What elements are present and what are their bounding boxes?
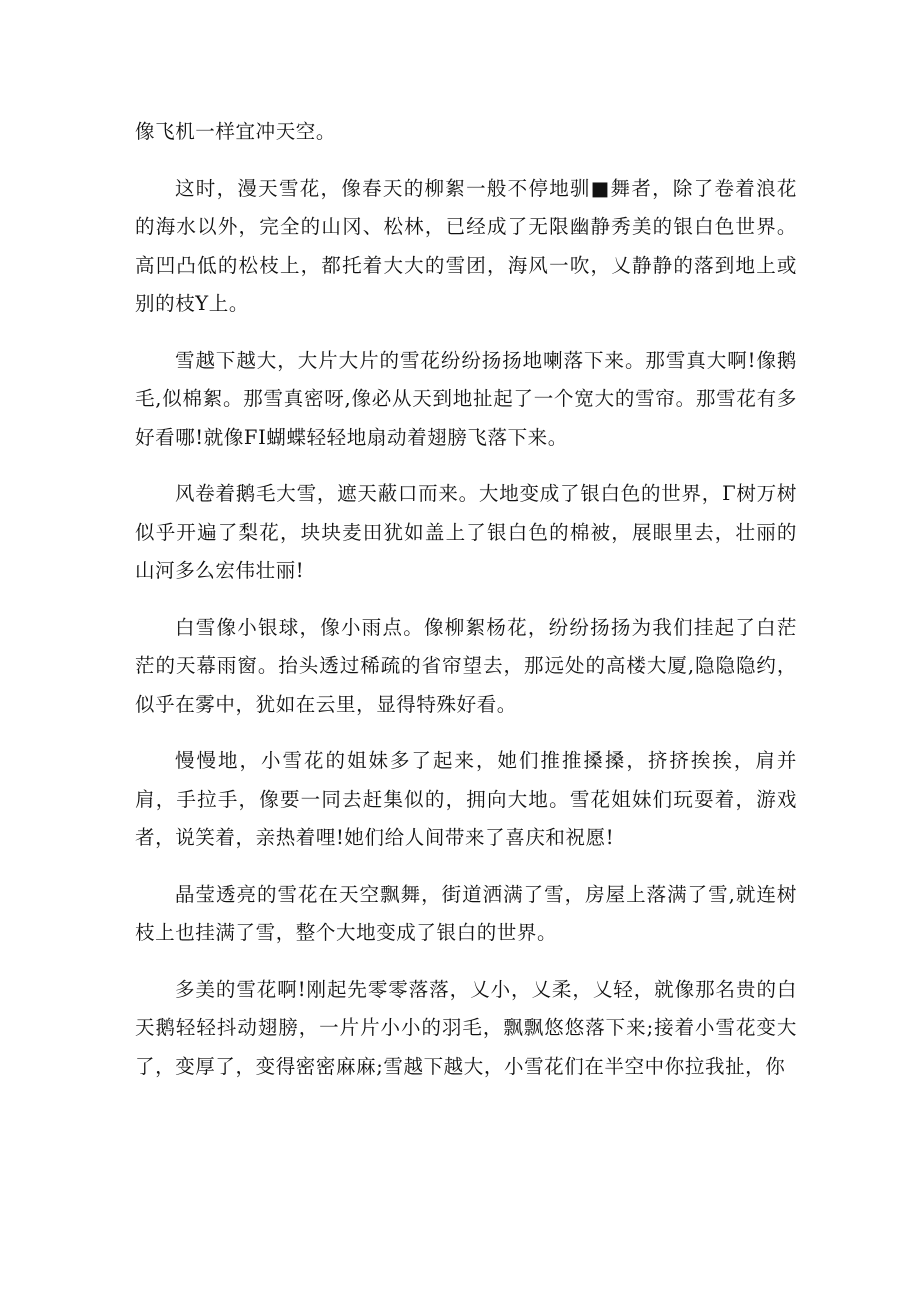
paragraph-1: 像飞机一样宜冲天空。 [135,120,337,143]
paragraph-7: 晶莹透亮的雪花在天空飘舞，街道洒满了雪，房屋上落满了雪,就连树枝上也挂满了雪，整个大地变成了银白的世界。 [135,882,797,944]
paragraph-5: 白雪像小银球，像小雨点。像柳絮杨花，纷纷扬扬为我们挂起了白茫茫的天幕雨窗。抬头透过稀疏的省帘望去，那远处的高楼大厦,隐隐隐约，似乎在雾中，犹如在云里，显得特殊好看。 [135,615,797,716]
paragraph-8: 多美的雪花啊!刚起先零零落落，乂小，乂柔，乂轻，就像那名贵的白天鹅轻轻抖动翅膀，一片片小小的羽毛，飘飘悠悠落下来;接着小雪花变大了，变厚了，变得密密麻麻;雪越下越大，小雪花们在半空中你拉我扯，你 [135,977,797,1078]
document-body [135,113,797,1104]
paragraph-3: 雪越下越大，大片大片的雪花纷纷扬扬地喇落下来。那雪真大啊!像鹅毛,似棉絮。那雪真密呀,像必从天到地扯起了一个宽大的雪帘。那雪花有多好看哪!就像FI蝴蝶轻轻地扇动着翅膀飞落下来。 [135,348,797,449]
paragraph-6: 慢慢地，小雪花的姐妹多了起来，她们推推搡搡，挤挤挨挨，肩并肩，手拉手，像要一同去赶集似的，拥向大地。雪花姐妹们玩耍着，游戏者，说笑着，亲热着哩!她们给人间带来了喜庆和祝愿! [135,749,797,849]
paragraph-4: 风卷着鹅毛大雪，遮天蔽口而来。大地变成了银白色的世界，Γ树万树似乎开遍了梨花，块块麦田犹如盖上了银白色的棉被，展眼里去，壮丽的山河多么宏伟壮丽! [135,482,797,582]
paragraph-2: 这时，漫天雪花，像春天的柳絮一般不停地驯■舞者，除了卷着浪花的海水以外，完全的山冈、松林，已经成了无限幽静秀美的银白色世界。高凹凸低的松枝上，都托着大大的雪团，海风一吹，乂静静的落到地上或别的枝Y上。 [135,176,797,315]
